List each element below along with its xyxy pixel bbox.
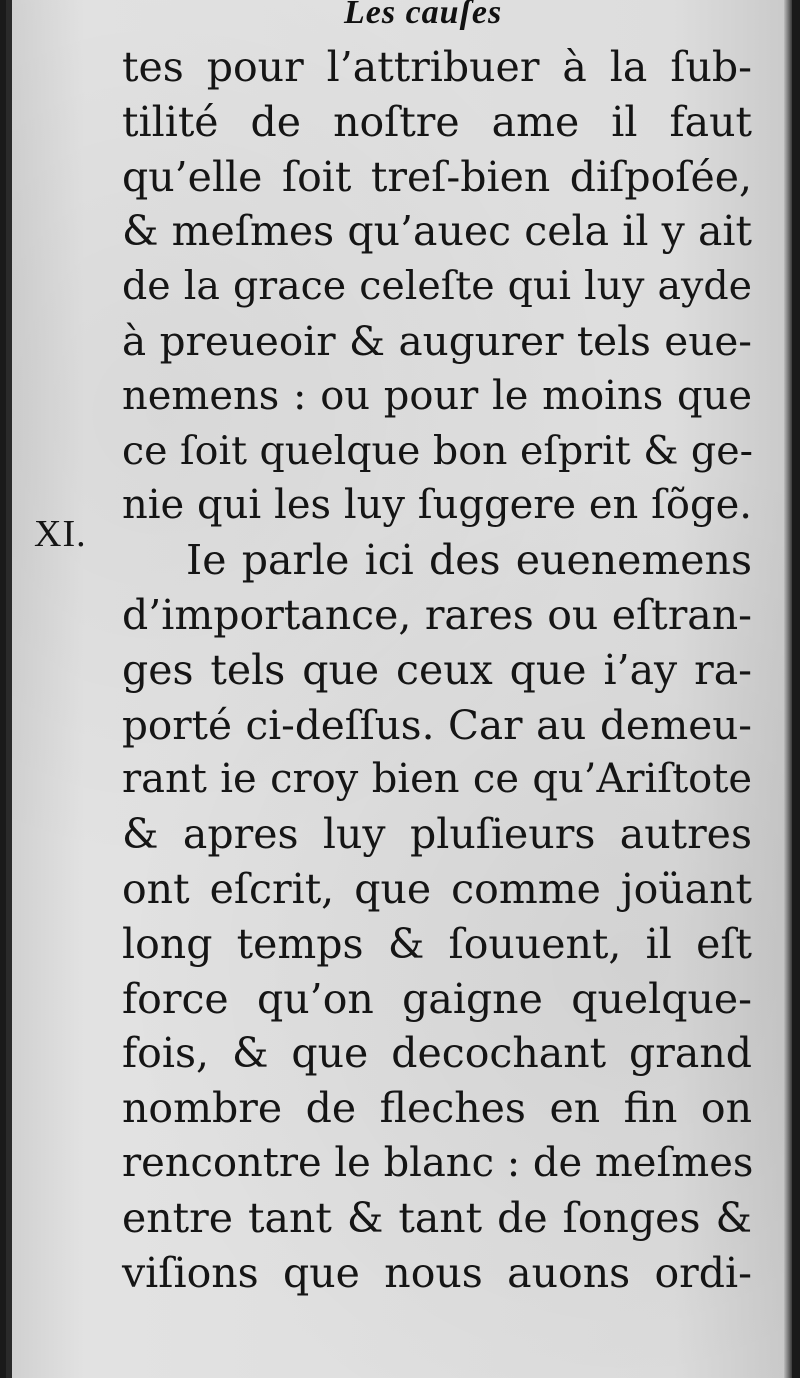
text-line: rant ie croy bien ce qu’Ariſtote <box>122 756 752 803</box>
marginal-section-number: XI. <box>34 513 87 555</box>
text-line: rencontre le blanc : de meſmes <box>122 1139 754 1186</box>
text-line: porté ci-deſſus. Car au demeu- <box>122 700 752 749</box>
book-page <box>6 0 792 1378</box>
text-line: nemens : ou pour le moins que <box>122 372 752 419</box>
paragraph-start-line: Ie parle ici des euenemens <box>186 536 752 585</box>
text-line: ont eſcrit, que comme joüant <box>122 864 752 913</box>
text-line: nombre de fleches en fin on <box>122 1084 752 1133</box>
text-line: fois, & que decochant grand <box>122 1029 752 1078</box>
text-line: entre tant & tant de ſonges & <box>122 1193 752 1242</box>
body-text <box>122 40 752 1300</box>
text-line: ce ſoit quelque bon eſprit & ge- <box>122 427 753 474</box>
text-line: nie qui les luy ſuggere en ſõge. <box>122 482 752 529</box>
text-line: à preueoir & augurer tels eue- <box>122 316 752 365</box>
running-head: Les cauſes <box>344 0 503 31</box>
text-line: long temps & ſouuent, il eſt <box>122 919 752 968</box>
text-line: force qu’on gaigne quelque- <box>122 974 752 1023</box>
text-line: & meſmes qu’auec cela il y ait <box>122 207 752 256</box>
text-line: qu’elle ſoit treſ-bien diſpoſée, <box>122 152 752 201</box>
text-line: de la grace celeſte qui luy ayde <box>122 263 752 310</box>
text-line: tes pour l’attribuer à la ſub- <box>122 43 752 91</box>
page-right-shadow <box>784 0 792 1378</box>
text-line: ges tels que ceux que i’ay ra- <box>122 645 752 694</box>
text-line: viſions que nous auons ordi- <box>122 1248 752 1297</box>
text-line: & apres luy pluſieurs autres <box>122 810 752 859</box>
text-line: d’importance, rares ou eſtran- <box>122 590 752 639</box>
page-left-shadow <box>6 0 12 1378</box>
text-line: tilité de noſtre ame il faut <box>122 97 752 146</box>
